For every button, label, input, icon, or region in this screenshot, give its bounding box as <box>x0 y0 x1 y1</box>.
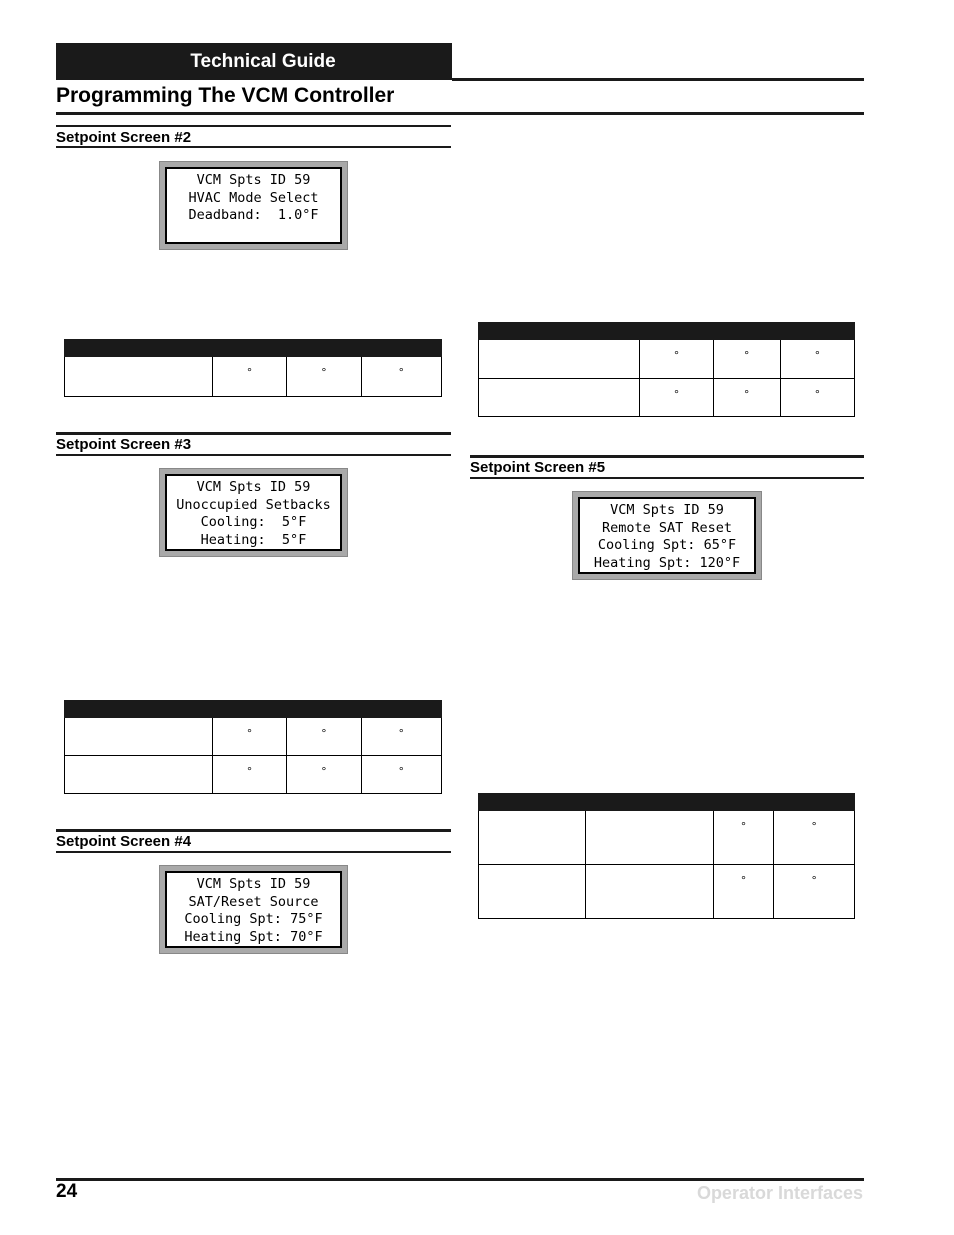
table-cell <box>65 756 213 794</box>
lcd-line: Heating: 5°F <box>200 531 307 548</box>
lcd-line: Deadband: 1.0°F <box>188 207 319 223</box>
table-cell: ° <box>212 756 286 794</box>
section-title-s5: Setpoint Screen #5 <box>470 459 606 476</box>
footer-rule <box>56 1178 864 1181</box>
table-cell <box>586 865 713 919</box>
lcd-line: VCM Spts ID 59 <box>196 479 311 495</box>
section-title-s3: Setpoint Screen #3 <box>56 436 192 453</box>
lcd-line: Cooling: 5°F <box>200 514 307 530</box>
section-rule-top <box>56 829 451 832</box>
table-cell <box>65 357 213 397</box>
lcd-line: VCM Spts ID 59 <box>196 876 311 892</box>
table-cell: ° <box>361 718 441 756</box>
lcd-line: SAT/Reset Source <box>188 893 319 910</box>
table-cell: ° <box>361 357 441 397</box>
lcd-line: Cooling Spt: 65°F <box>597 537 737 553</box>
table-cell <box>65 718 213 756</box>
table-cell: ° <box>780 379 854 417</box>
section-rule-top <box>56 125 451 127</box>
table-cell <box>479 340 640 379</box>
table-cell: ° <box>713 340 780 379</box>
technical-guide-tab: Technical Guide <box>56 43 452 80</box>
lcd-line: Cooling Spt: 75°F <box>184 911 323 927</box>
table-cell: ° <box>713 379 780 417</box>
page-number: 24 <box>56 1181 78 1202</box>
table-cell <box>479 865 586 919</box>
table-cell: ° <box>287 357 361 397</box>
section-rule-bottom <box>470 477 864 479</box>
section-rule-bottom <box>56 851 451 853</box>
lcd-display-s5 <box>572 491 762 580</box>
lcd-line: VCM Spts ID 59 <box>196 172 311 188</box>
lcd-display-s2 <box>159 161 348 250</box>
table-s5 <box>478 793 855 919</box>
table-s4 <box>478 322 855 417</box>
lcd-line: VCM Spts ID 59 <box>610 502 724 518</box>
table-cell: ° <box>774 865 855 919</box>
header-rule <box>452 78 864 81</box>
lcd-display-s3 <box>159 468 348 557</box>
lcd-display-s4 <box>159 865 348 954</box>
table-cell: ° <box>212 357 286 397</box>
table-cell: ° <box>774 811 855 865</box>
table-s2 <box>64 339 442 397</box>
footer-section-title: Operator Interfaces <box>696 1183 863 1203</box>
lcd-line: Remote SAT Reset <box>601 519 733 536</box>
table-cell: ° <box>713 865 774 919</box>
lcd-line: Heating Spt: 70°F <box>184 928 323 945</box>
table-cell: ° <box>640 379 713 417</box>
table-cell: ° <box>287 718 361 756</box>
table-cell: ° <box>780 340 854 379</box>
table-cell <box>479 811 586 865</box>
table-cell <box>586 811 713 865</box>
section-title-s4: Setpoint Screen #4 <box>56 833 192 850</box>
table-cell <box>479 379 640 417</box>
lcd-line: Heating Spt: 120°F <box>593 554 741 571</box>
table-cell: ° <box>640 340 713 379</box>
table-cell: ° <box>361 756 441 794</box>
page-title: Programming The VCM Controller <box>56 84 395 107</box>
section-rule-bottom <box>56 454 451 456</box>
table-cell: ° <box>212 718 286 756</box>
title-rule <box>56 112 864 115</box>
lcd-line: Unoccupied Setbacks <box>176 496 331 513</box>
table-cell: ° <box>287 756 361 794</box>
section-rule-top <box>470 455 864 458</box>
lcd-line: HVAC Mode Select <box>188 189 319 206</box>
section-title-s2: Setpoint Screen #2 <box>56 129 192 146</box>
table-s3 <box>64 700 442 794</box>
section-rule-top <box>56 432 451 435</box>
table-cell: ° <box>713 811 774 865</box>
section-rule-bottom <box>56 146 451 148</box>
